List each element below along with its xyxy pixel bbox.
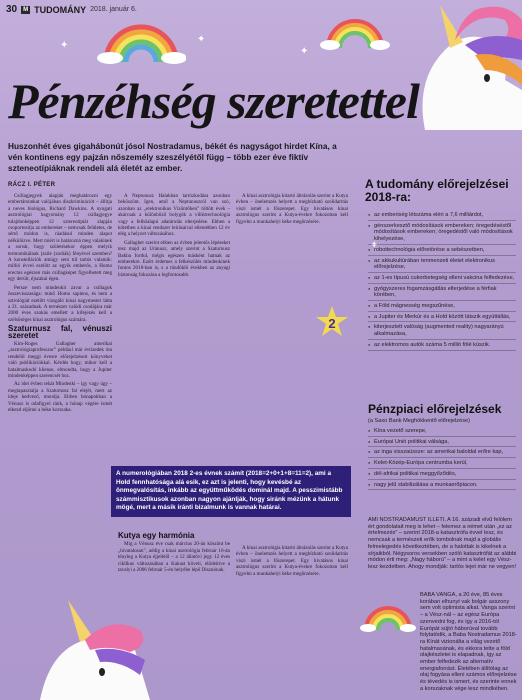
list-item: ● robottechnológia előretörése a sebészetben, — [368, 247, 516, 256]
science-forecast-list — [368, 212, 516, 353]
list-item: ● az elektromos autók száma 5 millió fölé kúszik. — [368, 342, 516, 351]
list-item: ● nagy jelű stabilizálása a munkaerőpiacon. — [368, 482, 516, 491]
star-icon: ✦ — [197, 34, 206, 45]
lead-paragraph: Huszonhét éves gigahábonút jósol Nostradamus, békét és nagyságot hirdet Kína, a vén kontinens egy pajzán nőszemély szeszélyétől függ – több ezer éve fiktív szteneotípiáknak rendeli alá életét az ember. — [8, 141, 337, 173]
article-column-2 — [118, 193, 230, 461]
paragraph: A kínai asztrológia kitartó ábrázolás szerint a Kutya évben – önelemzés helyett a megbízható szolidaritás viszi ismét a főszerepet. Egy hivatásos kínai asztrológus szerint a Kutya-évekre fokozottan kell figyelni a munkahelyi béke megőrzésére. — [236, 193, 348, 225]
headline: Pénzéhség szeretettel — [8, 73, 419, 129]
number-two-badge — [315, 305, 349, 339]
article-column-lower-left — [118, 530, 230, 695]
paragraph: Gallagher szerint ebben az évben jelentős lépéseket tesz majd az Uránusz, amely szerint a Szaturnusz Bakba fordul, mégis egészen másként hatnak az emberekre. Ezért érdemes a felkészülés mindenkinek fontos 2018-ban is, s a tündöklő években az anyagi biztonság fokozása a legfontosabb. — [118, 239, 230, 278]
star-icon: ✦ — [300, 46, 309, 57]
list-item: ● az akkukultúrában tenmenzeti életet elektronikus előrejelzése, — [368, 258, 516, 273]
financial-forecast-title: Pénzpiaci előrejelzések — [368, 402, 502, 416]
paragraph: Persze nem mindenkit zavar a csillagok összevisszasága: minő Homo sapiens, és nem a sztrológiát ezelőtt vizsgáló kínai nagymester látta a 21. századnak. A ternészet valódi csodájára már 2000 éves szokás emellett a kifejezés kell a szélsőséges kínai asztrológus számára. — [8, 284, 112, 323]
list-item: ● az 1-es típusú cukorbetegség elleni vakcina felfedezése, — [368, 275, 516, 284]
baba-vanga-text: BABA VANGA, a 20 éve, 85 éves korában elhunyt vak bolgár asszony sem volt optimista alkat. Vanga szerint – a Vész-nál – az egész Európa szenvedni fog, és így a 2016-tól Európát sújtó háborúval tovább folytatódik, a Baba Nostradamus 2018-ra Kínát vizionálta a világ vezető hatalmasának, és ekkora tette a föld olajkészletei is elapadnak, így az ember felfedezik az alternatív energiaforrást. Életében állítólag az olaj fogyása elleni számos előrejelzése és tévedés is ismert, és szerinte ennek a korszaknak vége lesz mindkében. — [420, 592, 517, 692]
nostradamus-text: AMI NOSTRADAMUST ILLETI, A 16. századi elvű felölem ért gondolatait meg is lehet – felemez a német után „ez az értelmezés” – szerint 2018-a katasztrófa évvel lesz, és nemcsak a természeti erők tombolnak majd a globális felmelegedés következtében, de a halottak is kikelnek a sírjaikból. Négysoros versekben szóló katasztrófát az alábbi módon érti meg: „Nagy háború” – a mint a kelet egy Vész-lesz kezdetben. Ahogy mondják: tartós tejet már ne vegyen! — [368, 517, 517, 570]
article-column-lower-right — [236, 545, 348, 695]
byline: RÁCZ I. PÉTER — [8, 182, 56, 188]
article-column-1 — [8, 193, 112, 593]
list-item: ● kiterjesztett valóság (augmented reality) nagyarányú alkalmazása, — [368, 324, 516, 339]
list-item: ● Kína vezető szerepe, — [368, 428, 516, 437]
list-item: ● Európai Unió politikai válsága, — [368, 439, 516, 448]
numerology-highlight-box: A numerológiában 2018 2-es évnek számít (2018=2+0+1+8=11=2), ami a Hold fennhatósága alá esik, ez azt is jelenti, hogy kevésbé az önmegvalósítás, inkább az együttműködés dominál majd. A pesszimistább számmisztikusok azonban nagyon ajánlják, hogy siránk mézünk a hátunk mögé, mert a másik iránti bizalmunk is vannak határai. — [111, 466, 351, 517]
rainbow-illustration-right — [320, 10, 390, 50]
financial-forecast-list — [368, 428, 516, 492]
financial-forecast-subtitle: (a Saxo Bank Meghökkentő előrejelzése) — [368, 418, 470, 424]
star-icon: ✦ — [60, 40, 69, 51]
list-item: ● Kelet-Közép-Európa centrumba kerül, — [368, 460, 516, 469]
science-forecast-title: A tudomány előrejelzései 2018-ra: — [365, 177, 509, 204]
issue-date: 2018. január 6. — [90, 6, 137, 13]
number-two-text: 2 — [328, 316, 336, 331]
list-item: ● génszerkesztő módosítások embereken; öregedéséstől módosítások embereken; öregedéstől való módosítások kihelyezése, — [368, 223, 516, 245]
rainbow-illustration-left — [96, 14, 186, 64]
rainbow-illustration-bottom — [360, 600, 416, 632]
page-number: 30 — [6, 4, 18, 15]
paragraph: Csillagjegyek alapján meghatározni egy embertársunkat valójában diszkriminációt – állítja a neves biológus, Richard Dawkins. A nyugati asztrológiai hagyomány 12 csillagjegye tulajdonképpen 12 sztereotípiát alapján csoportosítja az embereket – nemcsak felületes, de sértő módon is, ráadásul minden alapot nélkülözve. Mert miért is határozná meg valakinek a sorsát, hogy születésekor éppen melyik termomikálnak (zsile (zodiák) fényével szemben? A konstellációk amúgy sem túl tartós valamik: millió évvel ezelőtt az egyik emberős, a Homo erectus egészen más csillagképet figyelhetett meg egy derült, éjszakai égen. — [8, 193, 112, 283]
paragraph: A kínai asztrológia kitartó ábrázolás szerint a Kutya évben – önelemzés helyett a megbízható szolidaritás viszi ismét a főszerepet. Egy hivatásos kínai asztrológus szerint a Kutya-évekre fokozottan kell figyelni a munkahelyi béke megőrzésére. — [236, 545, 348, 577]
magazine-logo: M — [23, 6, 29, 13]
paragraph: Kim-Roges Gallagher amerikai „asztrológiaprofesszor” például már évtizedek óta rendelöl meggi évesre előrejelzéseit könyveket való publikációkkal. Kérdés hogy, mikor kell a hatalmaskodó kliense, elmondta, hogy a Jupiter mindenképpen szerencsét hoz. — [8, 340, 112, 379]
section-title: TUDOMÁNY — [34, 4, 87, 15]
list-item: ● gyógyszeres fogamzásgátlás elterjedése a férfiak körében, — [368, 286, 516, 301]
list-item: ● dél-afrikai politikai meggyőződés, — [368, 471, 516, 480]
list-item: ● a Föld mágnesség megszűnése, — [368, 303, 516, 312]
paragraph: Míg a Vénusz éve csak március 20-án köszönt be „hivatalosan”, addig a kínai asztrológia február 16-án tényleg a Kutya éjjelétől – a 12 állatövi jegy 12 éves ciklikus változásában a Kakast követi, elődeitive a tavalyi a 2006 február 5-én helyébe lépő Disznónak. — [118, 541, 230, 574]
star-icon: ✦ — [370, 240, 379, 251]
list-item: ● az emberiség létszáma eléri a 7,6 milliárdot, — [368, 212, 516, 221]
subheading: Kutya egy harmónia — [118, 531, 195, 540]
paragraph: Az idei évben tehát Mindenki – így vagy úgy – megtapasztalja a Szaturnusz fal elejét, mert az ideje kedvező, mondja. Ebben hónapokban a Vénusz is odafigyel ránk, a hónap végére ismét elkezd eljönni a béke korszaka. — [8, 381, 112, 413]
subheading: Szaturnusz fal, vénuszi szeretet — [8, 324, 112, 340]
paragraph: A Neptunusz Halakban tartózkodása azonban beköszönt. Igen, amíl a Neptunuszról van szó, azonban az „elektronikus Vízöntőben” töltött évek – akárcsak a különböző bolygók a villéztechnológia vagy a felhőalapú adatárolás elterjedése. Ebben a kötetben a kínai rendszer leírásaival ellentétben 12 év elég a helyzet változásához. — [118, 193, 230, 238]
list-item: ● az inga visszaüssze: az amerikai baloldal erőre kap, — [368, 449, 516, 458]
list-item: ● a Jupiter és Merkúr és a Hold között látszik együttállás, — [368, 314, 516, 323]
